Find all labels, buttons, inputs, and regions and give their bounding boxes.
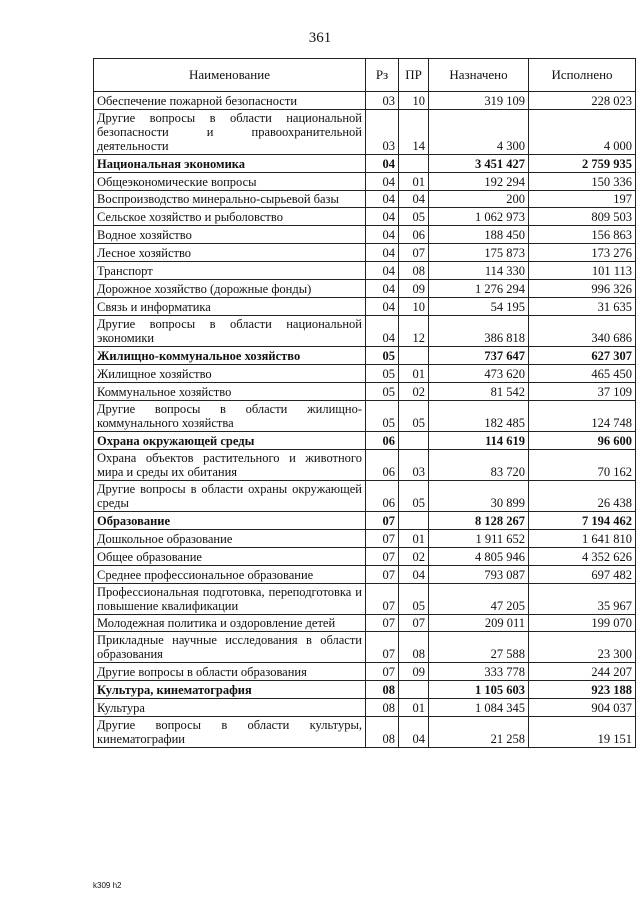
row-rz: 05 (366, 401, 399, 432)
row-rz: 06 (366, 450, 399, 481)
budget-table (93, 58, 636, 748)
row-pr: 12 (399, 316, 429, 347)
row-planned: 1 084 345 (429, 699, 529, 717)
table-row (94, 280, 636, 298)
row-planned: 21 258 (429, 717, 529, 748)
table-section-row (94, 512, 636, 530)
row-planned: 114 619 (429, 432, 529, 450)
row-pr: 02 (399, 383, 429, 401)
row-rz: 03 (366, 110, 399, 155)
row-planned: 3 451 427 (429, 155, 529, 173)
row-planned: 209 011 (429, 615, 529, 632)
row-pr: 05 (399, 481, 429, 512)
row-executed: 244 207 (529, 663, 636, 681)
table-row (94, 699, 636, 717)
row-rz: 07 (366, 663, 399, 681)
row-planned: 54 195 (429, 298, 529, 316)
row-planned: 4 805 946 (429, 548, 529, 566)
row-executed: 101 113 (529, 262, 636, 280)
table-row (94, 481, 636, 512)
row-rz: 05 (366, 365, 399, 383)
row-pr: 04 (399, 191, 429, 208)
row-name: Коммунальное хозяйство (94, 383, 366, 401)
table-row (94, 632, 636, 663)
footer-code: k309 h2 (93, 881, 122, 890)
row-name: Другие вопросы в области образования (94, 663, 366, 681)
table-section-row (94, 681, 636, 699)
row-executed: 197 (529, 191, 636, 208)
row-rz: 04 (366, 316, 399, 347)
table-row (94, 584, 636, 615)
row-name: Дорожное хозяйство (дорожные фонды) (94, 280, 366, 298)
row-name: Другие вопросы в области охраны окружающей среды (94, 481, 366, 512)
row-rz: 06 (366, 481, 399, 512)
header-pr: ПР (399, 59, 429, 92)
row-executed: 809 503 (529, 208, 636, 226)
row-rz: 07 (366, 566, 399, 584)
row-name: Сельское хозяйство и рыболовство (94, 208, 366, 226)
row-planned: 200 (429, 191, 529, 208)
row-pr: 05 (399, 401, 429, 432)
row-pr: 08 (399, 632, 429, 663)
row-planned: 81 542 (429, 383, 529, 401)
row-pr: 08 (399, 262, 429, 280)
header-planned: Назначено (429, 59, 529, 92)
row-executed: 2 759 935 (529, 155, 636, 173)
table-section-row (94, 432, 636, 450)
table-row (94, 298, 636, 316)
row-name: Другие вопросы в области культуры, кинематографии (94, 717, 366, 748)
row-planned: 30 899 (429, 481, 529, 512)
row-executed: 228 023 (529, 92, 636, 110)
row-name: Культура (94, 699, 366, 717)
row-pr: 03 (399, 450, 429, 481)
row-planned: 8 128 267 (429, 512, 529, 530)
row-name: Водное хозяйство (94, 226, 366, 244)
table-body (94, 92, 636, 748)
table-row (94, 450, 636, 481)
row-rz: 08 (366, 717, 399, 748)
table-row (94, 548, 636, 566)
row-rz: 04 (366, 155, 399, 173)
row-rz: 04 (366, 262, 399, 280)
row-name: Прикладные научные исследования в области образования (94, 632, 366, 663)
row-pr: 02 (399, 548, 429, 566)
row-name: Молодежная политика и оздоровление детей (94, 615, 366, 632)
row-planned: 1 911 652 (429, 530, 529, 548)
row-rz: 04 (366, 280, 399, 298)
row-executed: 7 194 462 (529, 512, 636, 530)
row-planned: 737 647 (429, 347, 529, 365)
row-planned: 27 588 (429, 632, 529, 663)
table-row (94, 663, 636, 681)
row-name: Среднее профессиональное образование (94, 566, 366, 584)
row-rz: 04 (366, 298, 399, 316)
row-rz: 06 (366, 432, 399, 450)
row-executed: 70 162 (529, 450, 636, 481)
row-pr (399, 681, 429, 699)
row-pr: 01 (399, 365, 429, 383)
row-name: Охрана окружающей среды (94, 432, 366, 450)
row-pr: 06 (399, 226, 429, 244)
table-row (94, 401, 636, 432)
header-rz: Рз (366, 59, 399, 92)
row-name: Воспроизводство минерально-сырьевой базы (94, 191, 366, 208)
row-executed: 26 438 (529, 481, 636, 512)
table-row (94, 316, 636, 347)
table-row (94, 262, 636, 280)
row-rz: 04 (366, 191, 399, 208)
row-name: Лесное хозяйство (94, 244, 366, 262)
row-executed: 150 336 (529, 173, 636, 191)
table-row (94, 191, 636, 208)
row-pr (399, 155, 429, 173)
row-name: Профессиональная подготовка, переподготовка и повышение квалификации (94, 584, 366, 615)
row-rz: 07 (366, 632, 399, 663)
table-row (94, 244, 636, 262)
row-planned: 319 109 (429, 92, 529, 110)
row-name: Общеэкономические вопросы (94, 173, 366, 191)
row-planned: 386 818 (429, 316, 529, 347)
row-name: Связь и информатика (94, 298, 366, 316)
row-executed: 340 686 (529, 316, 636, 347)
row-rz: 07 (366, 548, 399, 566)
row-pr: 04 (399, 566, 429, 584)
row-planned: 473 620 (429, 365, 529, 383)
row-rz: 04 (366, 226, 399, 244)
row-rz: 07 (366, 584, 399, 615)
row-executed: 923 188 (529, 681, 636, 699)
row-rz: 04 (366, 244, 399, 262)
row-planned: 1 276 294 (429, 280, 529, 298)
row-pr: 10 (399, 298, 429, 316)
row-planned: 114 330 (429, 262, 529, 280)
row-name: Обеспечение пожарной безопасности (94, 92, 366, 110)
row-pr: 09 (399, 280, 429, 298)
row-rz: 08 (366, 699, 399, 717)
row-planned: 182 485 (429, 401, 529, 432)
row-pr: 04 (399, 717, 429, 748)
row-pr (399, 347, 429, 365)
row-rz: 07 (366, 615, 399, 632)
row-executed: 23 300 (529, 632, 636, 663)
row-rz: 07 (366, 512, 399, 530)
row-planned: 793 087 (429, 566, 529, 584)
table-header-row (94, 59, 636, 92)
row-executed: 199 070 (529, 615, 636, 632)
row-name: Транспорт (94, 262, 366, 280)
row-executed: 697 482 (529, 566, 636, 584)
row-rz: 08 (366, 681, 399, 699)
row-planned: 188 450 (429, 226, 529, 244)
table-row (94, 530, 636, 548)
table-row (94, 173, 636, 191)
row-name: Жилищно-коммунальное хозяйство (94, 347, 366, 365)
row-pr: 01 (399, 173, 429, 191)
row-planned: 47 205 (429, 584, 529, 615)
row-executed: 173 276 (529, 244, 636, 262)
row-pr: 01 (399, 530, 429, 548)
table-row (94, 208, 636, 226)
row-planned: 83 720 (429, 450, 529, 481)
table-row (94, 226, 636, 244)
table-section-row (94, 155, 636, 173)
row-planned: 192 294 (429, 173, 529, 191)
row-planned: 1 062 973 (429, 208, 529, 226)
table-row (94, 383, 636, 401)
row-pr: 07 (399, 615, 429, 632)
row-name: Национальная экономика (94, 155, 366, 173)
row-executed: 4 352 626 (529, 548, 636, 566)
row-pr (399, 512, 429, 530)
row-executed: 96 600 (529, 432, 636, 450)
row-executed: 4 000 (529, 110, 636, 155)
row-executed: 465 450 (529, 365, 636, 383)
table-row (94, 615, 636, 632)
row-name: Образование (94, 512, 366, 530)
row-planned: 175 873 (429, 244, 529, 262)
row-pr (399, 432, 429, 450)
table-row (94, 566, 636, 584)
row-planned: 4 300 (429, 110, 529, 155)
row-pr: 05 (399, 208, 429, 226)
row-name: Общее образование (94, 548, 366, 566)
row-pr: 10 (399, 92, 429, 110)
row-rz: 05 (366, 383, 399, 401)
row-name: Другие вопросы в области национальной экономики (94, 316, 366, 347)
row-name: Другие вопросы в области национальной безопасности и правоохранительной деятельности (94, 110, 366, 155)
row-name: Охрана объектов растительного и животного мира и среды их обитания (94, 450, 366, 481)
row-rz: 07 (366, 530, 399, 548)
table-row (94, 365, 636, 383)
row-rz: 03 (366, 92, 399, 110)
row-executed: 35 967 (529, 584, 636, 615)
row-pr: 07 (399, 244, 429, 262)
row-planned: 333 778 (429, 663, 529, 681)
row-name: Культура, кинематография (94, 681, 366, 699)
row-executed: 156 863 (529, 226, 636, 244)
row-executed: 627 307 (529, 347, 636, 365)
row-executed: 124 748 (529, 401, 636, 432)
row-name: Жилищное хозяйство (94, 365, 366, 383)
row-rz: 04 (366, 173, 399, 191)
row-pr: 05 (399, 584, 429, 615)
table-row (94, 92, 636, 110)
row-executed: 19 151 (529, 717, 636, 748)
row-executed: 996 326 (529, 280, 636, 298)
row-executed: 37 109 (529, 383, 636, 401)
table-row (94, 717, 636, 748)
table-row (94, 110, 636, 155)
header-name: Наименование (94, 59, 366, 92)
row-pr: 14 (399, 110, 429, 155)
row-executed: 1 641 810 (529, 530, 636, 548)
row-name: Другие вопросы в области жилищно-коммунального хозяйства (94, 401, 366, 432)
row-rz: 04 (366, 208, 399, 226)
page-number: 361 (308, 30, 332, 46)
row-planned: 1 105 603 (429, 681, 529, 699)
row-executed: 31 635 (529, 298, 636, 316)
row-executed: 904 037 (529, 699, 636, 717)
row-pr: 09 (399, 663, 429, 681)
row-pr: 01 (399, 699, 429, 717)
row-name: Дошкольное образование (94, 530, 366, 548)
table-section-row (94, 347, 636, 365)
row-rz: 05 (366, 347, 399, 365)
header-executed: Исполнено (529, 59, 636, 92)
